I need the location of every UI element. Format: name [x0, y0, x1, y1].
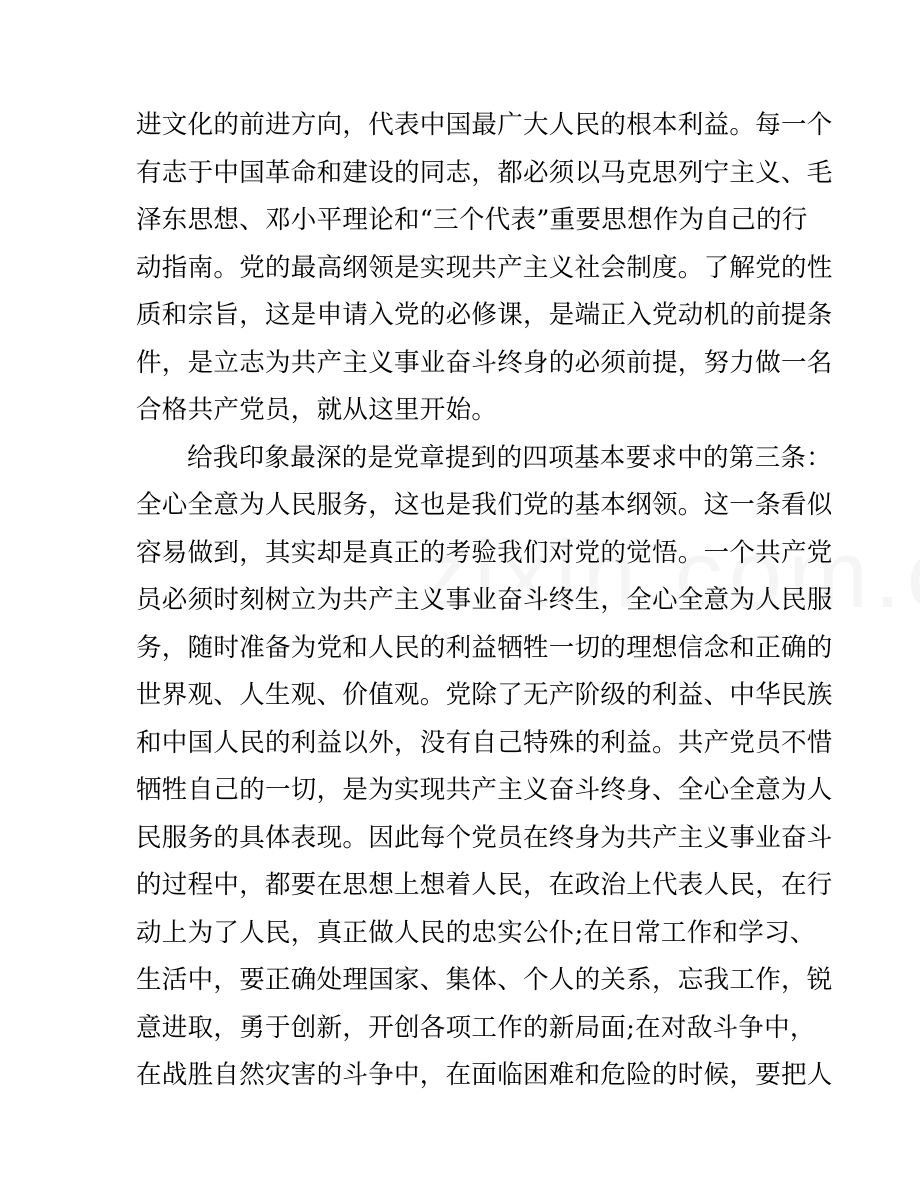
text-line: 动上为了人民，真正做人民的忠实公仆;在日常工作和学习、 [136, 917, 816, 948]
text-line: 和中国人民的利益以外，没有自己特殊的利益。共产党员不惜 [136, 727, 833, 758]
text-line: 的过程中，都要在思想上想着人民，在政治上代表人民，在行 [136, 870, 833, 900]
text-line: 质和宗旨，这是申请入党的必修课，是端正入党动机的前提条 [136, 300, 833, 330]
text-line: 世界观、人生观、价值观。党除了无产阶级的利益、中华民族 [136, 680, 833, 710]
text-line: 牺牲自己的一切，是为实现共产主义奋斗终身、全心全意为人 [136, 775, 833, 805]
text-line: 生活中，要正确处理国家、集体、个人的关系，忘我工作，锐 [136, 965, 833, 995]
text-line: 民服务的具体表现。因此每个党员在终身为共产主义事业奋斗 [136, 822, 833, 853]
document-body [136, 102, 833, 1147]
text-line: 务，随时准备为党和人民的利益牺牲一切的理想信念和正确的 [136, 632, 833, 663]
text-line: 件，是立志为共产主义事业奋斗终身的必须前提，努力做一名 [136, 347, 833, 378]
text-line: 动指南。党的最高纲领是实现共产主义社会制度。了解党的性 [136, 252, 833, 283]
text-line: 员必须时刻树立为共产主义事业奋斗终生，全心全意为人民服 [136, 585, 833, 615]
text-line [136, 1100, 796, 1148]
text-line: 在战胜自然灾害的斗争中，在面临困难和危险的时候，要把人 [136, 1060, 833, 1090]
text-line: 有志于中国革命和建设的同志，都必须以马克思列宁主义、毛 [136, 157, 833, 188]
text-line: 全心全意为人民服务，这也是我们党的基本纲领。这一条看似 [136, 490, 833, 520]
text-line: 给我印象最深的是党章提到的四项基本要求中的第三条： [187, 442, 833, 473]
text-line: 意进取，勇于创新，开创各项工作的新局面;在对敌斗争中， [136, 1012, 816, 1043]
paragraph [136, 435, 833, 1148]
text-line: 容易做到，其实却是真正的考验我们对党的觉悟。一个共产党 [136, 537, 833, 568]
paragraph [136, 102, 833, 435]
text-line: 合格共产党员，就从这里开始。 [136, 395, 498, 425]
text-line: 进文化的前进方向，代表中国最广大人民的根本利益。每一个 [136, 110, 833, 140]
text-line: 泽东思想、邓小平理论和“三个代表”重要思想作为自己的行 [136, 205, 808, 235]
